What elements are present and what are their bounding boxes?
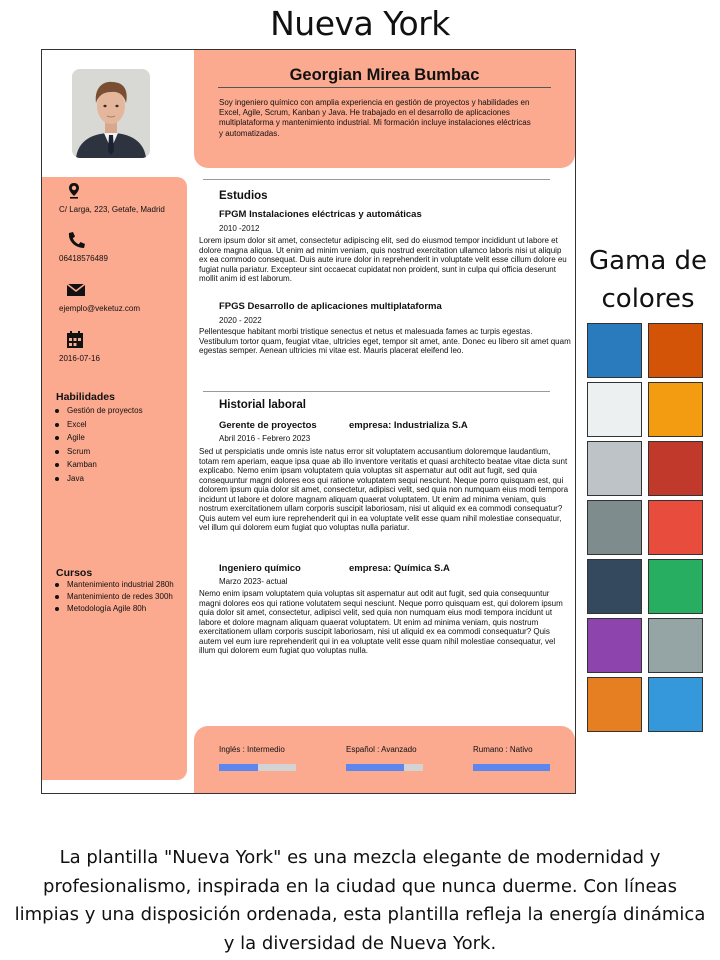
study-title: FPGM Instalaciones eléctricas y automáticas (219, 209, 422, 220)
envelope-icon (66, 281, 86, 299)
page-title: Nueva York (270, 4, 450, 43)
contact-date-text: 2016-07-16 (59, 354, 100, 363)
job-description: Nemo enim ipsam voluptatem quia voluptas sit aspernatur aut odit aut fugit, sed quia consequuntur magni dolores eos qui ratione volutatem sequi nesciunt. Neque porro quisquam est, qui dolorem ipsum quia dolor sit amet, consectetur, adipisci velit, sed quia non numquam eius modi tempora incidunt ut labore et dolore magnam aliquam quaerat voluptatem. Ut enim ad minima veniam, quis nostrum exercitationem ullam corporis suscipit laboriosam, nisi ut aliquid ex ea commodi consequatur? Quis autem vel eum iure reprehenderit qui in ea voluptate velit esse quam nihil molestiae consequatur, vel illum qui dolorem eum fugiat quo voluptas nulla. (199, 589, 563, 655)
color-swatch (587, 323, 642, 378)
study-date: 2020 - 2022 (219, 316, 262, 325)
job-date: Abril 2016 - Febrero 2023 (219, 434, 311, 443)
template-description: La plantilla "Nueva York" es una mezcla elegante de modernidad y profesionalismo, inspirada en la ciudad que nunca duerme. Con líneas limpias y una disposición ordenada, esta plantilla refleja la energía dinámica y la diversidad de Nueva York. (14, 847, 706, 954)
language-level-fill (219, 764, 258, 771)
location-pin-icon (66, 182, 86, 200)
color-swatch (587, 382, 642, 437)
contact-phone-text: 06418576489 (59, 254, 108, 263)
studies-heading: Estudios (219, 190, 268, 202)
profile-photo (72, 69, 150, 158)
job-role: Ingeniero químico (219, 563, 301, 574)
language-level-bar (473, 764, 550, 771)
color-swatch (648, 441, 703, 496)
job-title-row (219, 563, 450, 574)
job-description: Sed ut perspiciatis unde omnis iste natus error sit voluptatem accusantium doloremque laudantium, totam rem aperiam, eaque ipsa quae ab illo inventore veritatis et quasi architecto beatae vitae dicta sunt explicabo. Nemo enim ipsam voluptatem quia voluptas sit aspernatur aut odit aut fugit, sed quia consequuntur magni dolores eos qui ratione voluptatem sequi nesciunt. Neque porro quisquam est, qui dolorem ipsum quia dolor sit amet, consectetur, adipisci velit, sed quia non numquam eius modi tempora incidunt ut labore et dolore magnam aliquam quaerat voluptatem. Ut enim ad minima veniam, quis nostrum exercitationem ullam corporis suscipit laboriosam, nisi ut aliquid ex ea commodi consequatur? Quis autem vel eum iure reprehenderit qui in ea voluptate velit esse quam nihil molestiae consequatur, vel illum qui dolorem eum fugiat quo voluptas nulla pariatur. (199, 447, 569, 532)
work-heading: Historial laboral (219, 399, 306, 411)
course-item: Metodología Agile 80h (55, 604, 183, 614)
palette-heading: Gama de colores (588, 246, 708, 314)
phone-icon (66, 231, 86, 249)
job-company: empresa: Química S.A (349, 563, 450, 574)
courses-list (55, 580, 183, 614)
cv-name: Georgian Mirea Bumbac (289, 66, 480, 84)
color-swatch (587, 677, 642, 732)
language-level-bar (346, 764, 423, 771)
color-swatch (648, 618, 703, 673)
language-item (346, 745, 456, 754)
job-role: Gerente de proyectos (219, 420, 317, 431)
languages-footer (194, 726, 575, 794)
job-title-row (219, 420, 468, 431)
language-level-fill (473, 764, 550, 771)
color-swatch (587, 618, 642, 673)
skill-item: Scrum (55, 447, 183, 457)
language-item (219, 745, 329, 754)
contact-email-text: ejemplo@veketuz.com (59, 304, 141, 313)
color-swatch (648, 382, 703, 437)
skills-heading: Habilidades (56, 391, 115, 403)
contact-address-text: C/ Larga, 223, Getafe, Madrid (59, 205, 165, 214)
skill-item: Agile (55, 433, 183, 443)
courses-heading: Cursos (56, 567, 93, 579)
study-date: 2010 -2012 (219, 224, 260, 233)
job-company: empresa: Industrializa S.A (349, 420, 468, 431)
course-item: Mantenimiento industrial 280h (55, 580, 183, 590)
calendar-icon (66, 331, 86, 349)
skill-item: Gestión de proyectos (55, 406, 183, 416)
language-level-fill (346, 764, 404, 771)
section-divider (203, 391, 550, 392)
color-swatch (648, 323, 703, 378)
language-item (473, 745, 576, 754)
language-label: Inglés : Intermedio (219, 745, 285, 754)
skill-item: Excel (55, 420, 183, 430)
study-title: FPGS Desarrollo de aplicaciones multiplataforma (219, 301, 442, 312)
cv-summary: Soy ingeniero químico con amplia experiencia en gestión de proyectos y habilidades en Excel, Agile, Scrum, Kanban y Java. He trabajado en el desarrollo de aplicaciones multiplataforma y mantenimiento industrial. Mi formación incluye instalaciones eléctricas y automatizadas. (219, 98, 531, 138)
color-swatch (648, 677, 703, 732)
header-divider (218, 87, 551, 88)
skills-list (55, 406, 183, 484)
study-description: Pellentesque habitant morbi tristique senectus et netus et malesuada fames ac turpis egestas. Vestibulum tortor quam, feugiat vitae, ultricies eget, tempor sit amet, ante. Donec eu libero sit amet quam egestas semper. Aenean ultricies mi vitae est. Mauris placerat eleifend leo. (199, 327, 571, 355)
color-swatch (648, 500, 703, 555)
study-description: Lorem ipsum dolor sit amet, consectetur adipiscing elit, sed do eiusmod tempor incididunt ut labore et dolore magna aliqua. Ut enim ad minim veniam, quis nostrud exercitation ullamco laboris nisi ut aliquip ex ea commodo consequat. Duis aute irure dolor in reprehenderit in voluptate velit esse cillum dolore eu fugiat nulla pariatur. Excepteur sint occaecat cupidatat non proident, sunt in culpa qui officia deserunt mollit anim id est laborum. (199, 236, 567, 283)
color-swatch (648, 559, 703, 614)
color-swatch (587, 559, 642, 614)
person-portrait-icon (72, 69, 150, 158)
color-swatch (587, 500, 642, 555)
skill-item: Kamban (55, 460, 183, 470)
cv-header (194, 50, 575, 168)
language-label: Español : Avanzado (346, 745, 417, 754)
job-date: Marzo 2023- actual (219, 577, 288, 586)
language-label: Rumano : Nativo (473, 745, 533, 754)
language-level-bar (219, 764, 296, 771)
cv-sidebar (42, 177, 187, 780)
color-swatch (587, 441, 642, 496)
skill-item: Java (55, 474, 183, 484)
section-divider (203, 179, 550, 180)
cv-document (41, 49, 576, 794)
course-item: Mantenimiento de redes 300h (55, 592, 183, 602)
